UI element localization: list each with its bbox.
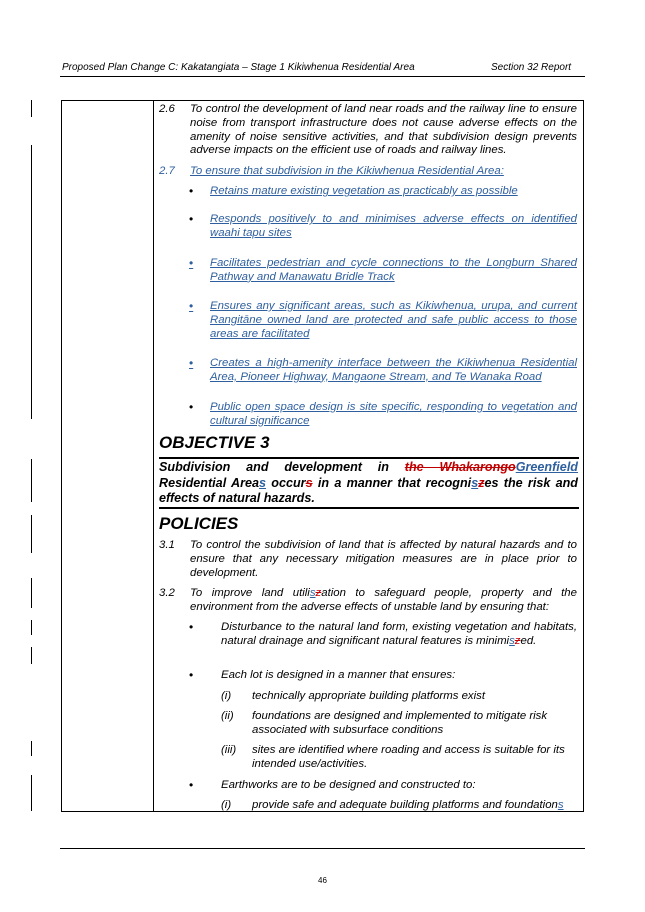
bullet-icon: • — [189, 778, 194, 792]
policies-heading: POLICIES — [159, 514, 239, 533]
policy-number: 2.6 — [159, 103, 175, 115]
objective-top-rule — [159, 457, 579, 459]
change-bar — [31, 741, 32, 756]
sub-item-number: (i) — [221, 799, 232, 811]
bullet-icon: • — [189, 400, 194, 414]
change-bar — [31, 145, 32, 419]
policy-3-2 — [159, 587, 577, 615]
sub-item — [221, 710, 577, 738]
header-rule — [60, 76, 585, 77]
change-bar — [31, 620, 32, 635]
bullet-text-part: ed. — [520, 634, 537, 647]
bullet-icon: • — [189, 356, 194, 370]
change-bar — [31, 100, 32, 117]
sub-item-number: (iii) — [221, 744, 237, 756]
objective-text — [159, 460, 578, 507]
bullet-item — [159, 357, 577, 385]
change-bar — [31, 459, 32, 502]
bullet-item — [159, 213, 577, 241]
change-bar — [31, 647, 32, 664]
sub-item — [221, 690, 577, 704]
objective-text-part: occur — [266, 475, 306, 490]
bullet-text: Retains mature existing vegetation as practicably as possible — [210, 185, 518, 197]
change-bar — [31, 775, 32, 811]
objective-bottom-rule — [159, 507, 579, 509]
deleted-text: z — [478, 475, 485, 490]
policy-text-part: To improve land utili — [190, 587, 310, 599]
inserted-text: s — [259, 475, 267, 490]
policy-text: To ensure that subdivision in the Kikiwhenua Residential Area: — [190, 165, 504, 177]
bullet-text — [221, 621, 577, 649]
sub-item-number: (i) — [221, 690, 232, 702]
objective-text-part: Residential Area — [159, 475, 259, 490]
header-title: Proposed Plan Change C: Kakatangiata – Stage 1 Kikiwhenua Residential Area — [62, 62, 415, 73]
policy-3-1 — [159, 539, 577, 580]
policy-number: 3.1 — [159, 539, 175, 551]
policy-text: To control the development of land near roads and the railway line to ensure noise from transport infrastructure does not cause adverse effects on the amenity of noise sensitive activities, and that subdivision design prevents adverse impacts on the efficient use of roads and railway lines. — [190, 103, 577, 157]
deleted-text: s — [305, 475, 313, 490]
objective-text-part: Subdivision and development in — [159, 460, 405, 474]
bullet-icon: • — [189, 668, 194, 682]
objective-heading: OBJECTIVE 3 — [159, 433, 270, 452]
bullet-icon: • — [189, 184, 194, 198]
bullet-text: Each lot is designed in a manner that ensures: — [221, 669, 456, 681]
bullet-text: Ensures any significant areas, such as Kikiwhenua, urupa, and current Rangitāne owned land are protected and safe public access to those areas are facilitated — [210, 300, 577, 340]
bullet-icon: • — [189, 299, 194, 313]
bullet-item — [159, 185, 577, 199]
deleted-text: z — [514, 634, 521, 647]
bullet-text-part: Disturbance to the natural land form, existing vegetation and habitats, natural drainage and significant natural features is minimi — [221, 621, 577, 647]
sub-item-text: technically appropriate building platforms exist — [252, 690, 485, 702]
sub-item-text: sites are identified where roading and access is suitable for its intended use/activities. — [252, 744, 565, 770]
inserted-text: s — [557, 799, 564, 811]
bullet-icon: • — [189, 212, 194, 226]
bullet-item — [159, 401, 577, 429]
policy-2-7 — [159, 165, 577, 179]
sub-item-text-part: provide safe and adequate building platforms and foundation — [252, 799, 558, 811]
bullet-text: Earthworks are to be designed and constructed to: — [221, 779, 476, 791]
inserted-text: s — [309, 587, 316, 599]
content-table — [61, 100, 584, 812]
bullet-item — [159, 300, 577, 341]
deleted-text: z — [315, 587, 322, 599]
sub-item-text — [252, 799, 581, 813]
sub-item — [221, 799, 581, 813]
bullet-text: Responds positively to and minimises adverse effects on identified waahi tapu sites — [210, 213, 577, 239]
inserted-text: s — [471, 475, 479, 490]
bullet-item — [159, 669, 577, 683]
objective-text-part: es the risk and effects of natural hazards. — [159, 475, 578, 505]
bullet-item — [159, 621, 577, 649]
bullet-text: Creates a high-amenity interface between the Kikiwhenua Residential Area, Pioneer Highway, Mangaone Stream, and Te Wanaka Road — [210, 357, 577, 383]
inserted-text: s — [509, 634, 515, 647]
bullet-icon: • — [189, 620, 194, 634]
sub-item-number: (ii) — [221, 710, 234, 722]
header-section: Section 32 Report — [491, 62, 572, 73]
objective-text-part: in a manner that recogni — [312, 475, 472, 490]
policy-number: 2.7 — [159, 165, 175, 177]
sub-item — [221, 744, 577, 772]
policy-text: To control the subdivision of land that is affected by natural hazards and to ensure that any necessary mitigation measures are in place prior to development. — [190, 539, 577, 579]
footer-rule — [60, 848, 585, 849]
policy-text-part: ation to safeguard people, property and the environment from the adverse effects of unstable land by ensuring that: — [190, 587, 577, 613]
sub-item-text: foundations are designed and implemented to mitigate risk associated with subsurface conditions — [252, 710, 548, 736]
table-column-divider — [153, 100, 154, 812]
change-bar — [31, 578, 32, 608]
bullet-text: Public open space design is site specific, responding to vegetation and cultural significance — [210, 401, 577, 427]
policy-number: 3.2 — [159, 587, 175, 599]
deleted-text: the Whakarongo — [404, 460, 516, 474]
inserted-text: Greenfield — [515, 460, 579, 474]
change-bar — [31, 515, 32, 553]
policy-2-6 — [159, 103, 577, 158]
bullet-icon: • — [189, 256, 194, 270]
page-number: 46 — [318, 876, 327, 885]
bullet-item — [159, 779, 577, 793]
bullet-item — [159, 257, 577, 285]
policy-text — [190, 587, 577, 615]
bullet-text: Facilitates pedestrian and cycle connections to the Longburn Shared Pathway and Manawatu Bridle Track — [210, 257, 577, 283]
